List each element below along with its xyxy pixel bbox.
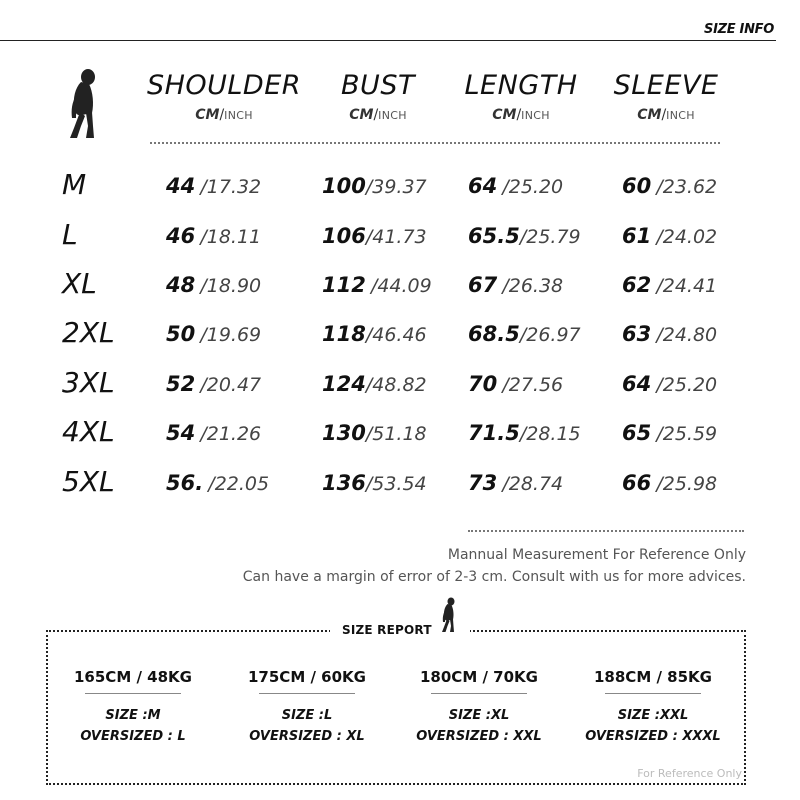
length-value: 65.5/25.79 xyxy=(468,224,581,248)
shoulder-value: 46 /18.11 xyxy=(166,224,262,248)
shoulder-value: 54 /21.26 xyxy=(166,421,262,445)
underline xyxy=(259,693,355,694)
height-weight: 175CM / 60KG xyxy=(248,668,366,686)
column-unit: CM/INCH xyxy=(492,107,550,123)
column-title: LENGTH xyxy=(464,70,578,101)
column-unit: CM/INCH xyxy=(637,107,695,123)
size-label: 4XL xyxy=(62,415,115,448)
oversized-size: OVERSIZED : L xyxy=(80,729,186,744)
sleeve-value: 62 /24.41 xyxy=(622,273,718,297)
sleeve-value: 60 /23.62 xyxy=(622,174,718,198)
size-label: 5XL xyxy=(62,465,115,498)
size-label: 3XL xyxy=(62,366,115,399)
recommended-size: SIZE :L xyxy=(281,708,333,723)
size-report-item xyxy=(394,668,564,744)
shoulder-value: 52 /20.47 xyxy=(166,372,262,396)
oversized-size: OVERSIZED : XL xyxy=(249,729,365,744)
shoulder-value: 48 /18.90 xyxy=(166,273,262,297)
table-row xyxy=(0,267,800,307)
ape-figure-icon xyxy=(62,68,106,140)
table-row xyxy=(0,316,800,356)
bust-value: 136/53.54 xyxy=(322,471,427,495)
bust-value: 124/48.82 xyxy=(322,372,427,396)
bust-value: 106/41.73 xyxy=(322,224,427,248)
recommended-size: SIZE :M xyxy=(105,708,161,723)
length-value: 67 /26.38 xyxy=(468,273,564,297)
column-header-length xyxy=(458,70,584,123)
table-row xyxy=(0,366,800,406)
notes-dotted-divider xyxy=(468,530,744,532)
oversized-size: OVERSIZED : XXL xyxy=(416,729,542,744)
column-title: SHOULDER xyxy=(146,70,302,101)
sleeve-value: 64 /25.20 xyxy=(622,372,718,396)
column-header-shoulder xyxy=(146,70,302,123)
reference-only-watermark: For Reference Only xyxy=(637,767,742,780)
size-info-title: SIZE INFO xyxy=(704,22,774,37)
margin-note: Can have a margin of error of 2-3 cm. Consult with us for more advices. xyxy=(242,569,746,585)
ape-figure-icon xyxy=(438,596,460,634)
sleeve-value: 66 /25.98 xyxy=(622,471,718,495)
bust-value: 100/39.37 xyxy=(322,174,427,198)
column-title: SLEEVE xyxy=(613,70,719,101)
length-value: 68.5/26.97 xyxy=(468,322,581,346)
oversized-size: OVERSIZED : XXXL xyxy=(585,729,721,744)
shoulder-value: 56. /22.05 xyxy=(166,471,270,495)
table-row xyxy=(0,168,800,208)
size-report-item xyxy=(568,668,738,744)
size-report-item xyxy=(48,668,218,744)
height-weight: 165CM / 48KG xyxy=(74,668,192,686)
table-row xyxy=(0,218,800,258)
column-header-sleeve xyxy=(608,70,724,123)
height-weight: 188CM / 85KG xyxy=(594,668,712,686)
underline xyxy=(85,693,181,694)
column-unit: CM/INCH xyxy=(195,107,253,123)
length-value: 73 /28.74 xyxy=(468,471,564,495)
recommended-size: SIZE :XL xyxy=(448,708,510,723)
sleeve-value: 61 /24.02 xyxy=(622,224,718,248)
bust-value: 112 /44.09 xyxy=(322,273,432,297)
recommended-size: SIZE :XXL xyxy=(617,708,689,723)
sleeve-value: 63 /24.80 xyxy=(622,322,718,346)
header-divider xyxy=(0,40,776,41)
column-header-bust xyxy=(320,70,436,123)
shoulder-value: 50 /19.69 xyxy=(166,322,262,346)
size-label: 2XL xyxy=(62,316,115,349)
column-unit: CM/INCH xyxy=(349,107,407,123)
shoulder-value: 44 /17.32 xyxy=(166,174,262,198)
header-dotted-divider xyxy=(150,142,720,144)
bust-value: 130/51.18 xyxy=(322,421,427,445)
measurement-note: Mannual Measurement For Reference Only xyxy=(447,547,746,563)
column-title: BUST xyxy=(341,70,415,101)
table-row xyxy=(0,465,800,505)
table-row xyxy=(0,415,800,455)
size-label: M xyxy=(62,168,87,201)
size-label: L xyxy=(62,218,78,251)
size-report-title: SIZE REPORT xyxy=(342,623,432,637)
size-report-item xyxy=(222,668,392,744)
height-weight: 180CM / 70KG xyxy=(420,668,538,686)
size-label: XL xyxy=(62,267,97,300)
underline xyxy=(431,693,527,694)
bust-value: 118/46.46 xyxy=(322,322,427,346)
sleeve-value: 65 /25.59 xyxy=(622,421,718,445)
length-value: 70 /27.56 xyxy=(468,372,564,396)
length-value: 71.5/28.15 xyxy=(468,421,581,445)
underline xyxy=(605,693,701,694)
length-value: 64 /25.20 xyxy=(468,174,564,198)
